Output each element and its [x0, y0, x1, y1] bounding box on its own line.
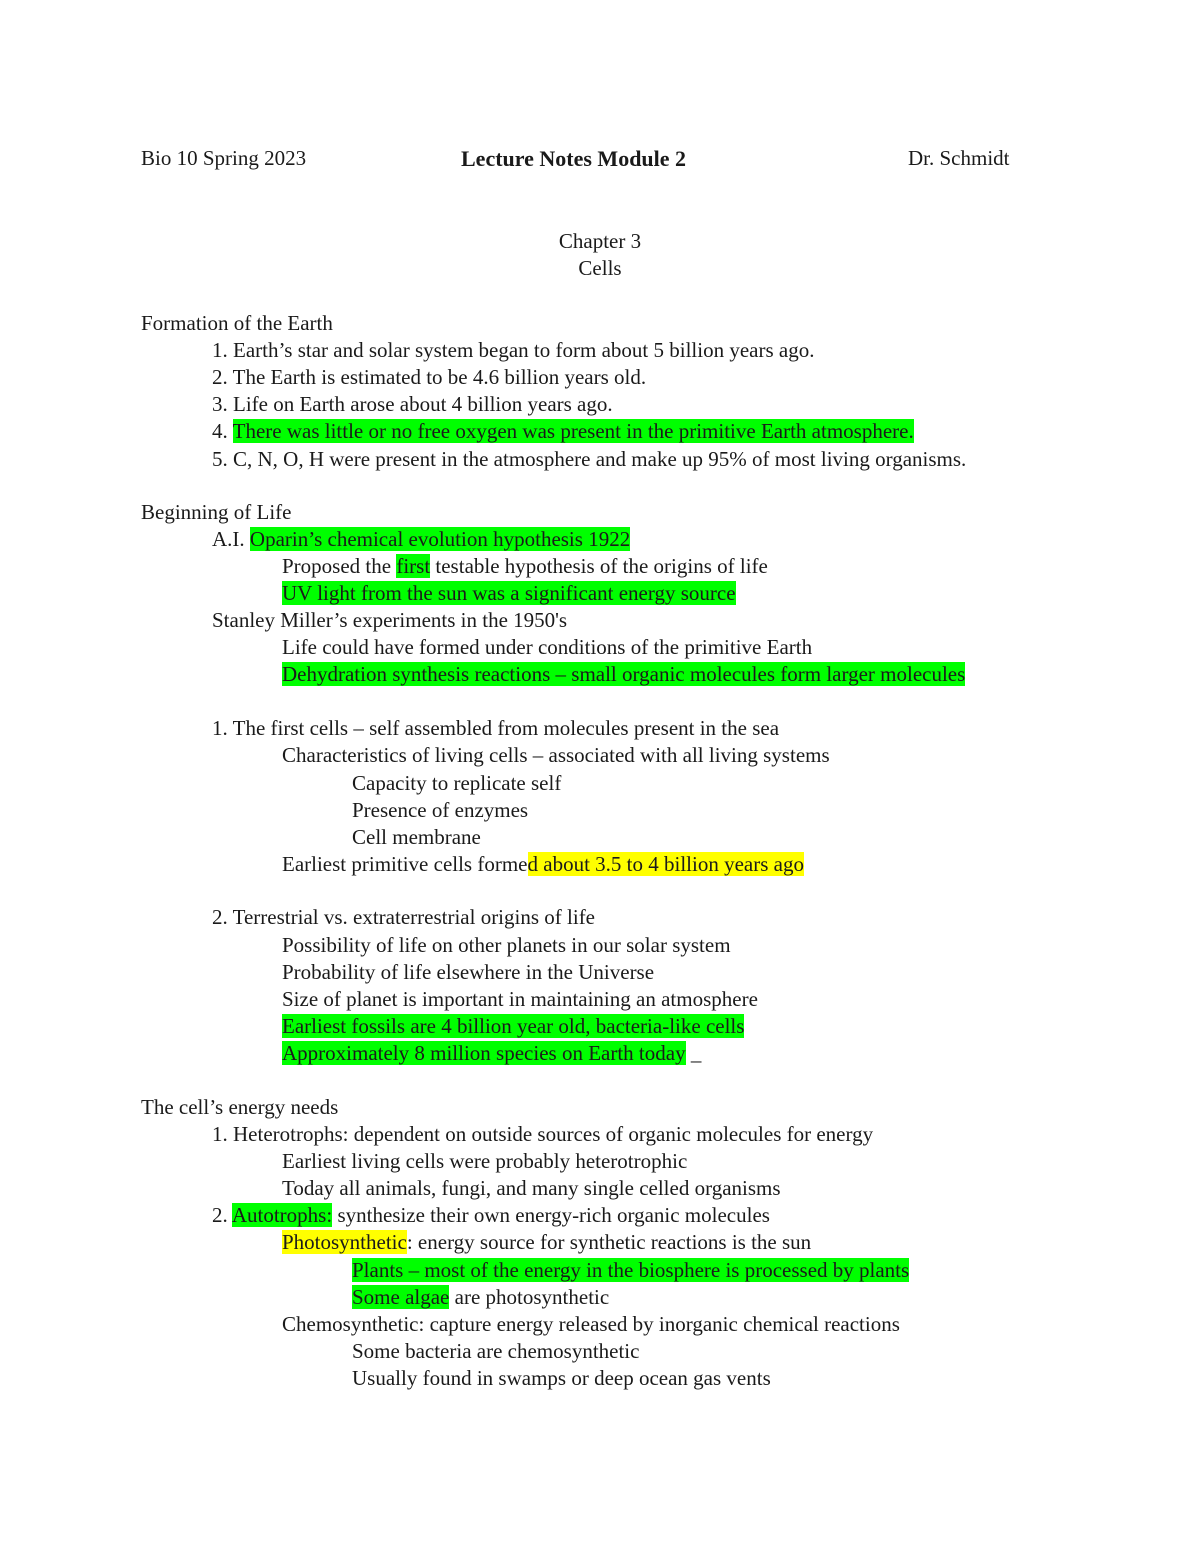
list-item: Usually found in swamps or deep ocean gas vents — [352, 1366, 771, 1390]
list-item: Chemosynthetic: capture energy released by inorganic chemical reactions — [282, 1312, 900, 1336]
list-item: 2. The Earth is estimated to be 4.6 billion years old. — [212, 365, 647, 389]
list-item — [212, 526, 630, 553]
chapter-title: Cells — [578, 256, 622, 280]
list-number: 4. — [212, 419, 233, 443]
highlighted-text: Autotrophs: — [231, 1203, 333, 1227]
list-number: 2. — [212, 1203, 232, 1227]
highlighted-text: Dehydration synthesis reactions – small organic molecules form larger molecules — [282, 662, 966, 686]
list-item: Capacity to replicate self — [352, 771, 562, 795]
text-run: _ — [685, 1041, 702, 1065]
highlighted-text: Oparin’s chemical evolution hypothesis 1922 — [249, 527, 631, 551]
list-item: Probability of life elsewhere in the Universe — [282, 960, 655, 984]
list-item: Possibility of life on other planets in our solar system — [282, 933, 731, 957]
list-number: A.I. — [212, 527, 250, 551]
list-item — [282, 1013, 744, 1040]
list-item: 1. Earth’s star and solar system began to form about 5 billion years ago. — [212, 338, 815, 362]
section-heading-beginning: Beginning of Life — [141, 500, 292, 524]
list-item — [282, 580, 736, 607]
highlighted-text: first — [396, 554, 431, 578]
page-header — [141, 146, 1041, 176]
list-item: 2. Terrestrial vs. extraterrestrial origins of life — [212, 905, 596, 929]
highlighted-text: d about 3.5 to 4 billion years ago — [527, 852, 804, 876]
list-item: Earliest living cells were probably heterotrophic — [282, 1149, 688, 1173]
list-item — [282, 851, 804, 878]
text-run: are photosynthetic — [449, 1285, 610, 1309]
list-item: Today all animals, fungi, and many single celled organisms — [282, 1176, 781, 1200]
list-item — [212, 418, 914, 445]
highlighted-text: Approximately 8 million species on Earth today — [282, 1041, 686, 1065]
list-item: Characteristics of living cells – associated with all living systems — [282, 743, 830, 767]
chapter-number: Chapter 3 — [558, 229, 642, 253]
list-item: 1. Heterotrophs: dependent on outside sources of organic molecules for energy — [212, 1122, 874, 1146]
highlighted-text: Photosynthetic — [282, 1230, 407, 1254]
section-heading-formation: Formation of the Earth — [141, 311, 333, 335]
list-item: Life could have formed under conditions of the primitive Earth — [282, 635, 813, 659]
text-run: testable hypothesis of the origins of life — [430, 554, 768, 578]
document-title: Lecture Notes Module 2 — [461, 146, 687, 171]
list-item: Presence of enzymes — [352, 798, 529, 822]
list-item — [282, 553, 768, 580]
text-run: Earliest primitive cells forme — [282, 852, 528, 876]
list-item — [282, 1229, 811, 1256]
list-item: Cell membrane — [352, 825, 481, 849]
instructor-name: Dr. Schmidt — [908, 146, 1010, 170]
list-item: 5. C, N, O, H were present in the atmosphere and make up 95% of most living organisms. — [212, 447, 967, 471]
text-run: : energy source for synthetic reactions is the sun — [406, 1230, 812, 1254]
section-heading-energy: The cell’s energy needs — [141, 1095, 339, 1119]
list-item: Some bacteria are chemosynthetic — [352, 1339, 640, 1363]
list-item: 1. The first cells – self assembled from molecules present in the sea — [212, 716, 780, 740]
highlighted-text: Some algae — [352, 1285, 450, 1309]
list-item: Stanley Miller’s experiments in the 1950's — [212, 608, 568, 632]
text-run: Proposed the — [282, 554, 397, 578]
highlighted-text: Plants – most of the energy in the biosphere is processed by plants — [352, 1258, 910, 1282]
highlighted-text: There was little or no free oxygen was present in the primitive Earth atmosphere. — [232, 419, 914, 443]
list-item: Size of planet is important in maintaining an atmosphere — [282, 987, 758, 1011]
course-label: Bio 10 Spring 2023 — [141, 146, 307, 170]
list-item — [282, 1040, 701, 1067]
list-item — [352, 1284, 609, 1311]
text-run: synthesize their own energy-rich organic molecules — [332, 1203, 770, 1227]
highlighted-text: Earliest fossils are 4 billion year old, bacteria-like cells — [282, 1014, 745, 1038]
list-item: 3. Life on Earth arose about 4 billion years ago. — [212, 392, 613, 416]
list-item — [352, 1257, 909, 1284]
list-item — [282, 661, 965, 688]
highlighted-text: UV light from the sun was a significant energy source — [282, 581, 736, 605]
list-item — [212, 1202, 770, 1229]
